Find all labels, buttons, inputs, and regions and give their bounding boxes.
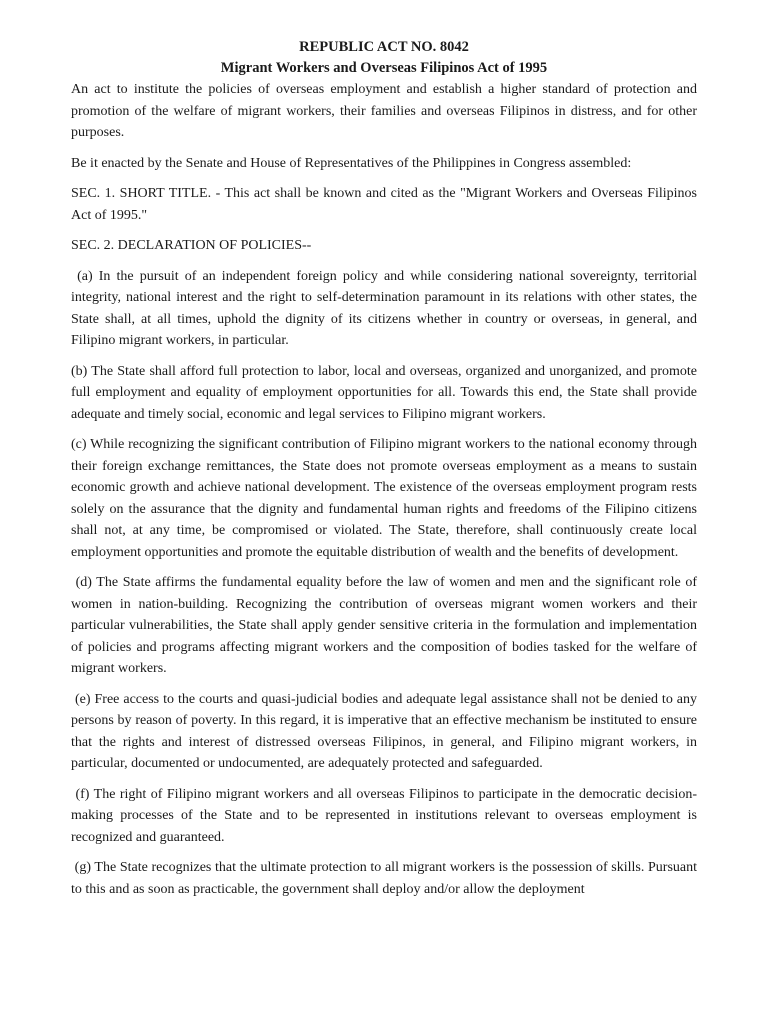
policy-paragraph-b <box>71 361 697 426</box>
policy-paragraph-g <box>71 857 697 900</box>
policy-f-text: (f) The right of Filipino migrant workers and all overseas Filipinos to participate in the democratic decision-making processes of the State and to be represented in institutions relevant to overseas employment is recognized and guaranteed. <box>71 786 698 845</box>
section-1-short-title: SEC. 1. SHORT TITLE. - This act shall be known and cited as the "Migrant Workers and Overseas Filipinos Act of 1995." <box>71 186 697 223</box>
policy-paragraph-c <box>71 434 697 563</box>
policy-paragraph-d <box>71 572 697 680</box>
policy-e-text: (e) Free access to the courts and quasi-judicial bodies and adequate legal assistance shall not be denied to any persons by reason of poverty. In this regard, it is imperative that an effective mechanism be instituted to ensure that the rights and interest of distressed overseas Filipinos, in general, and Filipino migrant workers, in particular, documented or undocumented, are adequately protected and safeguarded. <box>71 691 698 771</box>
policy-paragraph-e <box>71 689 697 775</box>
policy-a-text: (a) In the pursuit of an independent foreign policy and while considering national sovereignty, territorial integrity, national interest and the right to self-determination paramount in its relations with other states, the State shall, at all times, uphold the dignity of its citizens whether in country or overseas, in general, and Filipino migrant workers, in particular. <box>71 268 697 348</box>
document-title-act-number: REPUBLIC ACT NO. 8042 <box>299 39 469 55</box>
policy-c-text: (c) While recognizing the significant contribution of Filipino migrant workers to the national economy through their foreign exchange remittances, the State does not promote overseas employment as a means to sustain economic growth and achieve national development. The existence of the overseas employment program rests solely on the assurance that the dignity and fundamental human rights and freedoms of the Filipino citizens shall not, at any time, be compromised or violated. The State, therefore, shall continuously create local employment opportunities and promote the equitable distribution of wealth and the benefits of development. <box>71 437 697 560</box>
document-title-act-name: Migrant Workers and Overseas Filipinos Act of 1995 <box>220 60 548 76</box>
policy-b-text: (b) The State shall afford full protection to labor, local and overseas, organized and unorganized, and promote full employment and equality of employment opportunities for all. Towards this end, the State shall provide adequate and timely social, economic and legal services to Filipino migrant workers. <box>71 363 697 422</box>
policy-g-text: (g) The State recognizes that the ultimate protection to all migrant workers is the possession of skills. Pursuant to this and as soon as practicable, the government shall deploy and/or allow the deployment <box>71 860 697 897</box>
enactment-clause: Be it enacted by the Senate and House of Representatives of the Philippines in Congress assembled: <box>71 155 632 171</box>
policy-paragraph-a <box>71 266 697 352</box>
policy-d-text: (d) The State affirms the fundamental equality before the law of women and men and the significant role of women in nation-building. Recognizing the contribution of overseas migrant women workers and their particular vulnerabilities, the State shall apply gender sensitive criteria in the formulation and implementation of policies and programs affecting migrant workers and the composition of bodies tasked for the welfare of migrant workers. <box>71 575 697 676</box>
document-page <box>71 37 697 909</box>
policy-paragraph-f <box>71 784 697 849</box>
intro-paragraph: An act to institute the policies of overseas employment and establish a higher standard of protection and promotion of the welfare of migrant workers, their families and overseas Filipinos in distress, and for other purposes. <box>71 82 697 140</box>
section-2-heading: SEC. 2. DECLARATION OF POLICIES-- <box>71 238 312 253</box>
